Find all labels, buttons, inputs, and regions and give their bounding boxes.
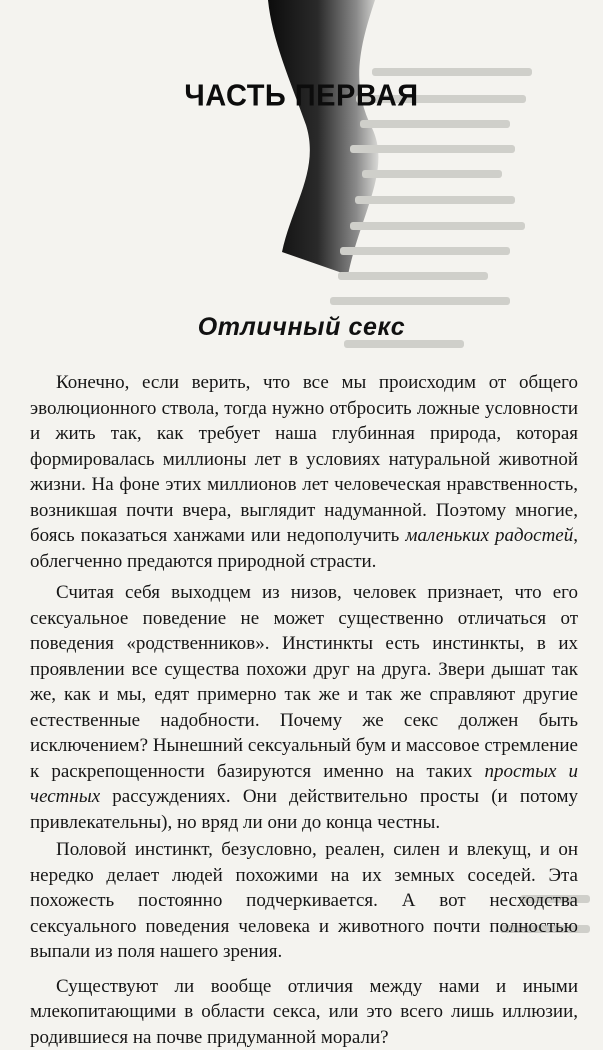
paragraph-4: Существуют ли вообще отличия между нами и иными млекопитающими в области секса, или это всего лишь иллюзии, родившиеся на почве придуманной морали? <box>30 974 578 1050</box>
emphasis-phrase: маленьких радостей <box>405 525 573 546</box>
emphasis-phrase: простых и честных <box>30 761 578 808</box>
paragraph-1: Конечно, если верить, что все мы происходим от общего эволюционного ствола, тогда нужно отбросить ложные условности и жить так, как требует наша глубинная природа, которая формировалась миллионы лет в условиях натуральной животной жизни. На фоне этих миллионов лет человеческая нравственность, возникшая почти вчера, выглядит надуманной. Поэтому многие, боясь показаться ханжами или недополучить маленьких радостей, облегченно предаются природной страсти. <box>30 370 578 574</box>
paragraph-2: Считая себя выходцем из низов, человек признает, что его сексуальное поведение не может существенно отличаться от поведения «родственников». Инстинкты есть инстинкты, в их проявлении все существа похожи друг на друга. Звери дышат так же, как и мы, едят примерно так же и так же справляют другие естественные надобности. Почему же секс должен быть исключением? Нынешний сексуальный бум и массовое стремление к раскрепощенности базируются именно на таких простых и честных рассуждениях. Они действительно просты (и потому привлекательны), но вряд ли они до конца честны. <box>30 580 578 835</box>
body-text <box>30 370 578 1050</box>
part-title: ЧАСТЬ ПЕРВАЯ <box>0 79 603 114</box>
paragraph-3: Половой инстинкт, безусловно, реален, силен и влекущ, и он нередко делает людей похожими на их земных соседей. Эта похожесть постоянно подчеркивается. А вот несходства сексуального поведения человека и животного почти полностью выпали из поля нашего зрения. <box>30 837 578 965</box>
chapter-title: Отличный секс <box>0 313 603 342</box>
